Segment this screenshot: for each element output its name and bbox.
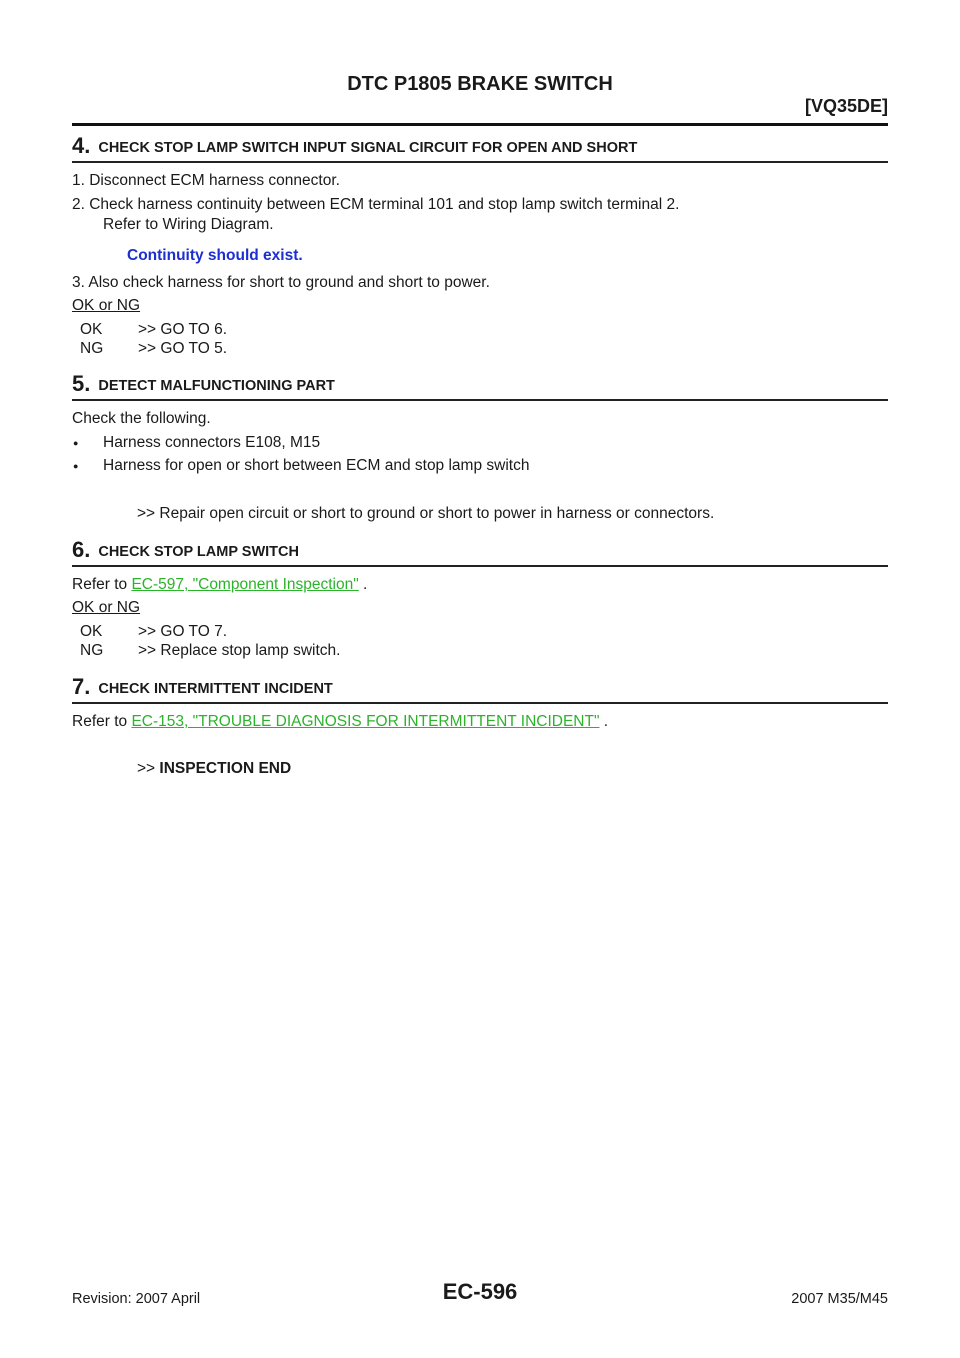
step-5-intro: Check the following. xyxy=(72,410,211,427)
ng-action: >> GO TO 5. xyxy=(138,340,228,357)
step-6-ok-result xyxy=(80,623,227,641)
step-5-rule xyxy=(72,399,888,401)
step-4-spec: Continuity should exist. xyxy=(127,247,303,264)
step-7-refer xyxy=(72,713,608,731)
step-4-line-2b: Refer to Wiring Diagram. xyxy=(103,216,274,233)
step-4-rule xyxy=(72,161,888,163)
step-6-rule xyxy=(72,565,888,567)
step-6-refer xyxy=(72,576,367,594)
refer-prefix: Refer to xyxy=(72,576,132,593)
step-7-title: CHECK INTERMITTENT INCIDENT xyxy=(98,681,333,697)
step-7-heading xyxy=(72,673,333,699)
refer-prefix: Refer to xyxy=(72,713,132,730)
step-6-ok-or-ng: OK or NG xyxy=(72,599,141,616)
step-6-heading xyxy=(72,536,299,562)
step-5-action: >> Repair open circuit or short to ground or short to power in harness or connectors. xyxy=(137,505,715,522)
refer-suffix: . xyxy=(358,576,368,593)
step-6-number: 6. xyxy=(72,537,91,562)
ng-label: NG xyxy=(80,642,104,659)
ok-label: OK xyxy=(80,321,103,338)
step-4-line-2: 2. Check harness continuity between ECM terminal 101 and stop lamp switch terminal 2. xyxy=(72,196,680,213)
ok-action: >> GO TO 6. xyxy=(138,321,228,338)
step-4-line-3: 3. Also check harness for short to ground and short to power. xyxy=(72,274,490,291)
page-title: DTC P1805 BRAKE SWITCH xyxy=(347,73,613,95)
ok-label: OK xyxy=(80,623,103,640)
step-4-number: 4. xyxy=(72,133,91,158)
step-5-bullet-1: ● Harness connectors E108, M15 xyxy=(103,434,320,452)
end-prefix: >> xyxy=(137,760,160,777)
step-4-line-1: 1. Disconnect ECM harness connector. xyxy=(72,172,340,189)
inspection-end: INSPECTION END xyxy=(159,760,292,777)
footer-revision: Revision: 2007 April xyxy=(72,1291,201,1307)
step-5-number: 5. xyxy=(72,371,91,396)
footer-page-number: EC-596 xyxy=(442,1279,518,1304)
step-6-title: CHECK STOP LAMP SWITCH xyxy=(98,544,299,560)
step-4-ok-or-ng: OK or NG xyxy=(72,297,141,314)
engine-code: [VQ35DE] xyxy=(804,96,888,116)
refer-suffix: . xyxy=(599,713,609,730)
step-4-ng-result xyxy=(80,340,227,358)
header-rule xyxy=(72,123,888,126)
step-5-heading xyxy=(72,370,335,396)
step-4-heading xyxy=(72,132,637,158)
step-7-number: 7. xyxy=(72,674,91,699)
ng-label: NG xyxy=(80,340,104,357)
component-inspection-link[interactable]: EC-597, "Component Inspection" xyxy=(131,576,359,593)
trouble-diagnosis-link[interactable]: EC-153, "TROUBLE DIAGNOSIS FOR INTERMITTENT INCIDENT" xyxy=(131,713,600,730)
step-5-title: DETECT MALFUNCTIONING PART xyxy=(98,378,335,394)
ng-action: >> Replace stop lamp switch. xyxy=(138,642,341,659)
step-6-ng-result xyxy=(80,642,340,660)
step-7-end xyxy=(137,760,291,778)
ok-action: >> GO TO 7. xyxy=(138,623,228,640)
footer-model: 2007 M35/M45 xyxy=(791,1291,888,1307)
step-7-rule xyxy=(72,702,888,704)
step-5-bullet-2: ● Harness for open or short between ECM and stop lamp switch xyxy=(103,457,529,475)
step-4-title: CHECK STOP LAMP SWITCH INPUT SIGNAL CIRCUIT FOR OPEN AND SHORT xyxy=(98,140,638,156)
step-4-ok-result xyxy=(80,321,227,339)
